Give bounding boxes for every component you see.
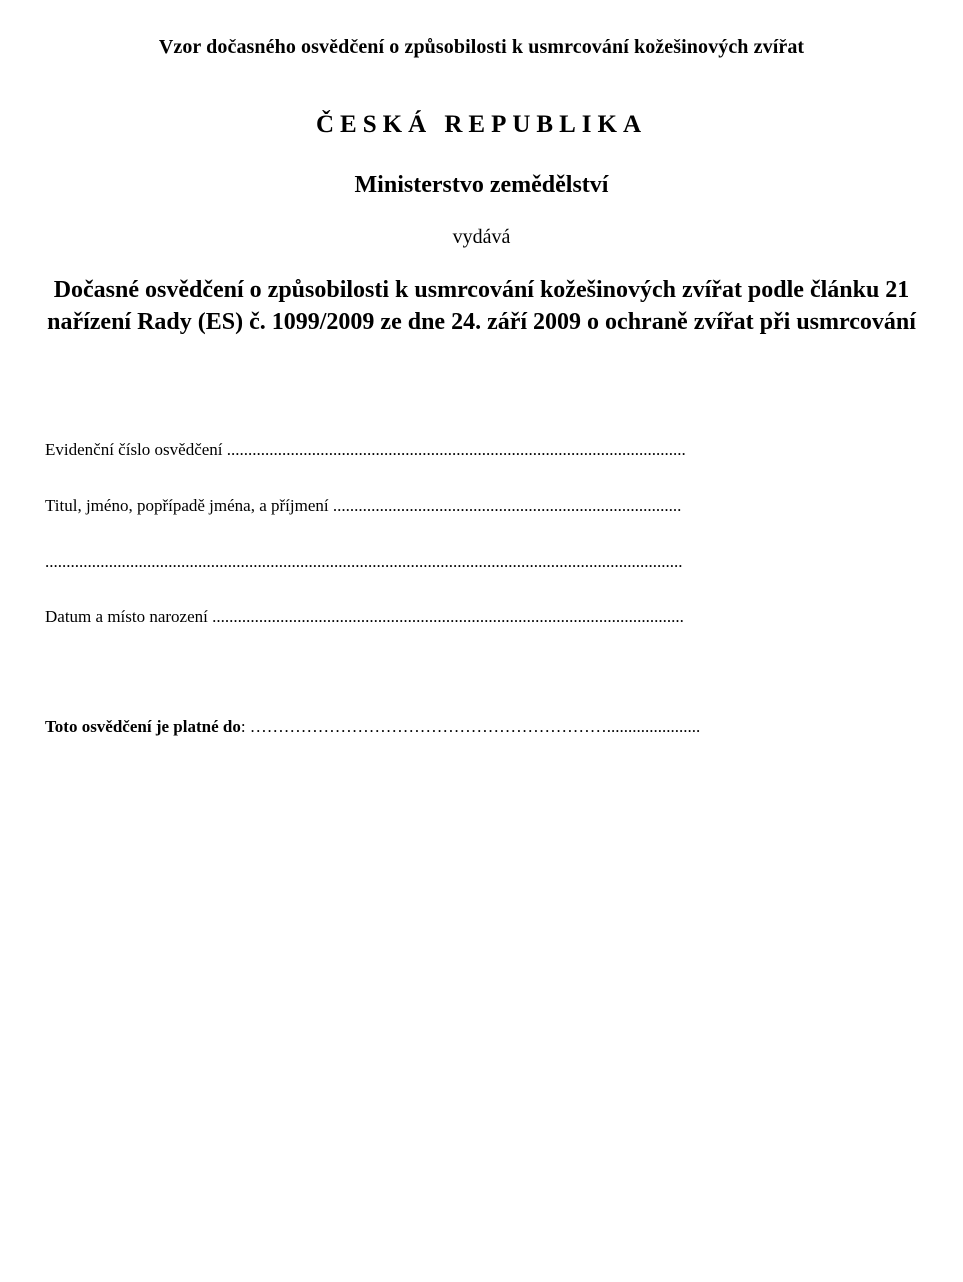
name-continuation-field: ...................................................................................................................................................... xyxy=(45,552,683,571)
evidence-number-field: Evidenční číslo osvědčení ............................................................................................................ xyxy=(45,440,686,459)
certificate-title: Dočasné osvědčení o způsobilosti k usmrcování kožešinových zvířat podle článku 21 nařízení Rady (ES) č. 1099/2009 ze dne 24. září 2009 o ochraně zvířat při usmrcování xyxy=(47,277,916,335)
document-header: Vzor dočasného osvědčení o způsobilosti k usmrcování kožešinových zvířat xyxy=(158,36,805,58)
ministry-name: Ministerstvo zemědělství xyxy=(354,172,609,198)
issues-text: vydává xyxy=(452,226,511,248)
validity-label: Toto osvědčení je platné do xyxy=(45,717,241,736)
name-field: Titul, jméno, popřípadě jména, a příjmení .................................................................................. xyxy=(45,496,682,515)
validity-field xyxy=(45,717,785,737)
birth-date-place-field: Datum a místo narození ............................................................................................................... xyxy=(45,607,684,626)
country-name: ČESKÁ REPUBLIKA xyxy=(315,111,647,138)
validity-value: : ………………………………………………………...................... xyxy=(240,717,701,736)
